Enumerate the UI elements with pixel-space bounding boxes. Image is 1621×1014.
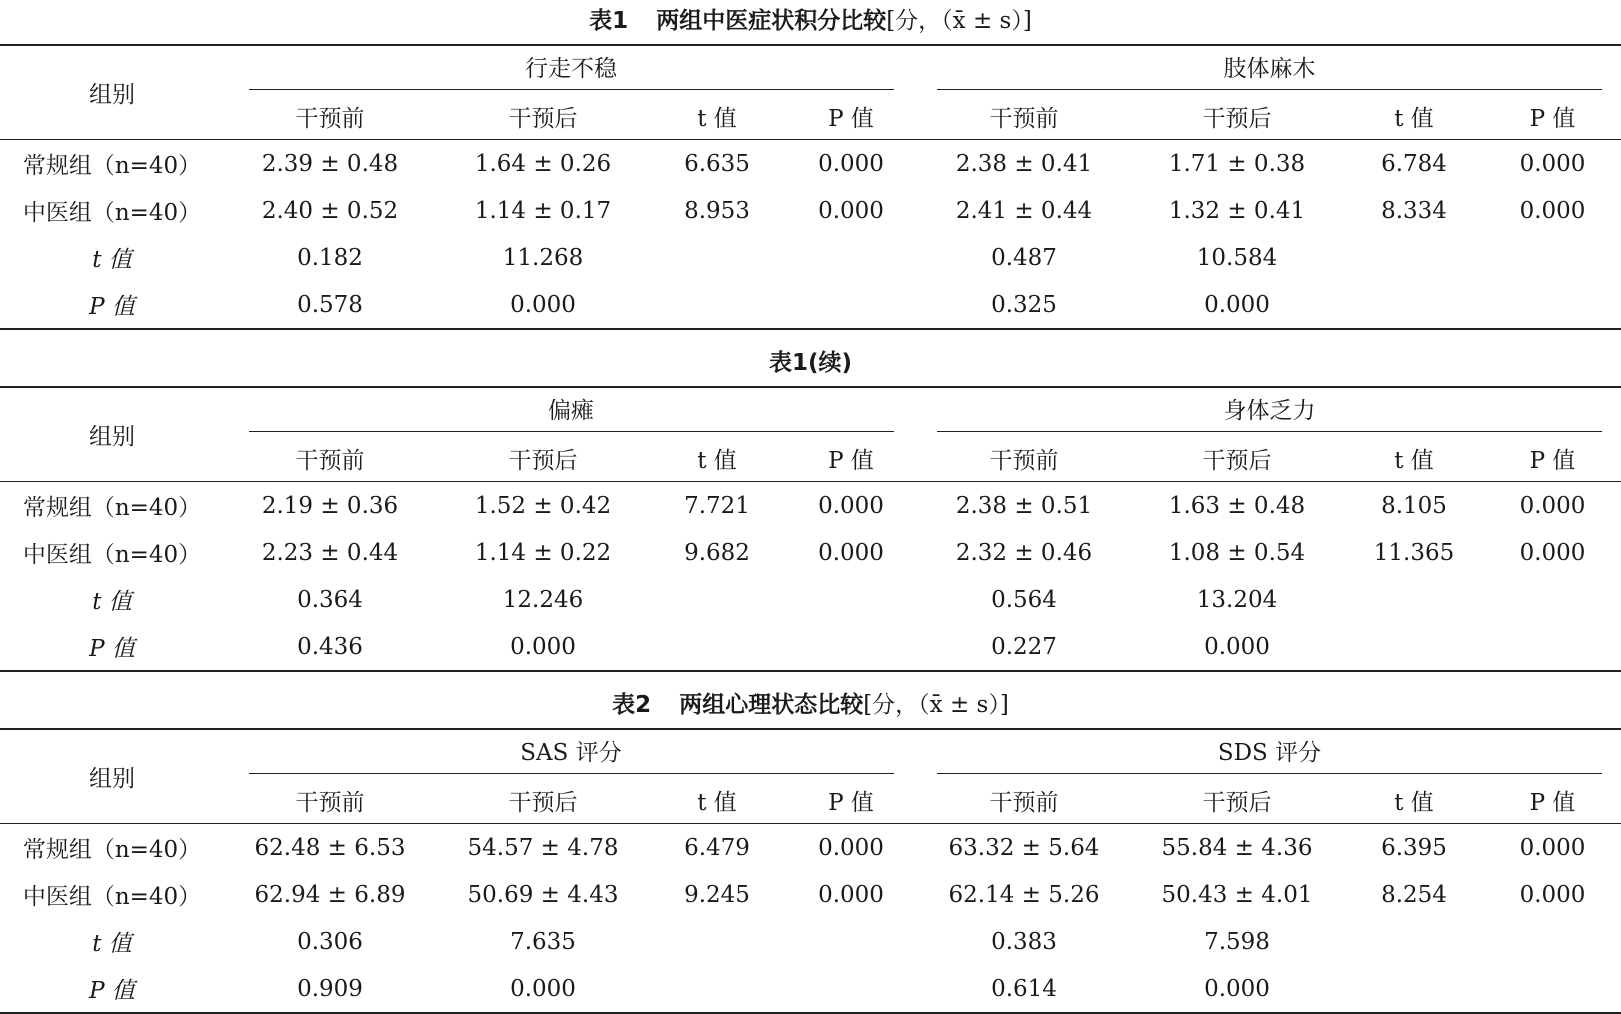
table-cell: 0.000 — [510, 975, 576, 1002]
table-cell: 0.487 — [991, 244, 1057, 271]
col-header: 干预后 — [1130, 778, 1344, 824]
table-cell — [784, 965, 918, 1013]
table-cell: 0.578 — [297, 291, 363, 318]
table-cell: 8.953 — [684, 197, 750, 224]
table-cell — [1344, 234, 1484, 281]
table-row — [0, 140, 1621, 188]
caption-number: 表1 — [768, 350, 808, 376]
group-header: 组别 — [0, 45, 224, 140]
table-row — [0, 576, 1621, 623]
table-cell — [784, 576, 918, 623]
table-cell: 0.000 — [1519, 834, 1586, 861]
table-cell: 8.254 — [1381, 881, 1447, 908]
table-cell: 6.635 — [684, 150, 750, 177]
table-cell — [1344, 281, 1484, 329]
table-cell: 13.204 — [1196, 586, 1278, 613]
table-cell: 1.64 ± 0.26 — [474, 150, 612, 177]
caption-unit: [分，（x̄ ± s）] — [863, 692, 1009, 718]
table-cell: 2.38 ± 0.41 — [955, 150, 1093, 177]
row-label: P 值 — [89, 978, 135, 1004]
group-header: 组别 — [0, 387, 224, 482]
group-header: 组别 — [0, 729, 224, 824]
table-cell: 1.52 ± 0.42 — [474, 492, 612, 519]
table-cell: 11.365 — [1373, 539, 1455, 566]
table-cell: 0.000 — [1519, 150, 1586, 177]
table-cell: 0.000 — [818, 834, 884, 861]
table-cell: 1.14 ± 0.22 — [474, 539, 612, 566]
col-header: t 值 — [650, 436, 784, 482]
table-1-cont-caption — [0, 348, 1621, 378]
table-cell — [1344, 623, 1484, 671]
row-label: 常规组（n=40） — [22, 837, 202, 863]
col-header: 干预后 — [1130, 436, 1344, 482]
section-header: SDS 评分 — [937, 734, 1602, 774]
table-cell: 1.63 ± 0.48 — [1168, 492, 1306, 519]
table-cell: 0.000 — [1204, 633, 1270, 660]
table-row — [0, 529, 1621, 576]
table-row — [0, 918, 1621, 965]
table-row — [0, 482, 1621, 530]
section-header: 肢体麻木 — [937, 50, 1602, 90]
col-header: 干预前 — [918, 778, 1130, 824]
row-label: 常规组（n=40） — [22, 495, 202, 521]
section-header: SAS 评分 — [249, 734, 894, 774]
table-cell: 2.40 ± 0.52 — [261, 197, 399, 224]
table-cell: 0.000 — [818, 492, 884, 519]
col-header: 干预前 — [918, 436, 1130, 482]
section-header: 行走不稳 — [249, 50, 894, 90]
col-header: 干预前 — [224, 436, 436, 482]
col-header: 干预前 — [918, 94, 1130, 140]
table-cell — [1484, 965, 1621, 1013]
table-cell: 6.479 — [684, 834, 750, 861]
table-cell — [650, 234, 784, 281]
row-label: 常规组（n=40） — [22, 153, 202, 179]
table-1-caption — [0, 6, 1621, 36]
row-label: P 值 — [89, 294, 135, 320]
table-row — [0, 281, 1621, 329]
table-cell — [1484, 918, 1621, 965]
table-cell: 0.000 — [818, 539, 884, 566]
col-header: t 值 — [650, 778, 784, 824]
table-cell — [650, 918, 784, 965]
table-cell: 0.000 — [1519, 539, 1586, 566]
table-cell: 0.182 — [297, 244, 363, 271]
table-cell: 0.564 — [991, 586, 1057, 613]
col-header: P 值 — [784, 94, 918, 140]
table-cell: 2.23 ± 0.44 — [261, 539, 399, 566]
col-header: 干预后 — [436, 94, 650, 140]
table-cell: 0.614 — [991, 975, 1057, 1002]
table-cell: 7.598 — [1204, 928, 1270, 955]
table-cell: 0.364 — [297, 586, 363, 613]
caption-unit: (续) — [807, 350, 853, 376]
table-row — [0, 871, 1621, 918]
col-header: t 值 — [650, 94, 784, 140]
table-cell: 11.268 — [502, 244, 584, 271]
col-header: P 值 — [1484, 94, 1621, 140]
table-cell: 0.306 — [297, 928, 363, 955]
col-header: P 值 — [784, 436, 918, 482]
table-cell: 6.784 — [1381, 150, 1447, 177]
table-cell — [784, 234, 918, 281]
table-cell: 0.436 — [297, 633, 363, 660]
table-cell: 2.39 ± 0.48 — [261, 150, 399, 177]
table-cell: 54.57 ± 4.78 — [467, 834, 619, 861]
col-header: 干预前 — [224, 778, 436, 824]
col-header: t 值 — [1344, 778, 1484, 824]
table-cell: 6.395 — [1381, 834, 1447, 861]
table-cell: 9.682 — [684, 539, 750, 566]
table-cell: 0.000 — [510, 633, 576, 660]
table-cell: 7.721 — [684, 492, 750, 519]
table-cell: 0.000 — [1204, 291, 1270, 318]
caption-title: 两组心理状态比较 — [679, 692, 864, 718]
table-cell: 1.14 ± 0.17 — [474, 197, 612, 224]
table-cell — [1484, 576, 1621, 623]
table-cell: 1.08 ± 0.54 — [1168, 539, 1306, 566]
table-row — [0, 824, 1621, 872]
table-cell: 62.14 ± 5.26 — [948, 881, 1100, 908]
table-cell: 0.000 — [1519, 197, 1586, 224]
table-cell — [1344, 965, 1484, 1013]
table-cell: 63.32 ± 5.64 — [948, 834, 1100, 861]
row-label: 中医组（n=40） — [22, 884, 202, 910]
table-cell — [784, 918, 918, 965]
table-cell — [784, 281, 918, 329]
table-cell: 50.69 ± 4.43 — [467, 881, 619, 908]
table-cell — [650, 281, 784, 329]
table-2 — [0, 728, 1621, 1014]
table-cell: 0.000 — [818, 150, 884, 177]
table-cell: 0.000 — [1519, 492, 1586, 519]
col-header: t 值 — [1344, 436, 1484, 482]
caption-number: 表1 — [589, 8, 629, 34]
table-cell: 2.41 ± 0.44 — [955, 197, 1093, 224]
table-cell: 55.84 ± 4.36 — [1161, 834, 1313, 861]
table-cell: 1.71 ± 0.38 — [1168, 150, 1306, 177]
table-cell: 0.000 — [818, 197, 884, 224]
row-label: t 值 — [92, 589, 132, 615]
col-header: 干预后 — [436, 436, 650, 482]
section-header: 偏瘫 — [249, 392, 894, 432]
table-cell: 1.32 ± 0.41 — [1168, 197, 1306, 224]
table-cell — [1484, 234, 1621, 281]
table-cell: 62.94 ± 6.89 — [254, 881, 406, 908]
table-cell: 2.19 ± 0.36 — [261, 492, 399, 519]
table-1 — [0, 44, 1621, 330]
table-cell: 0.000 — [818, 881, 884, 908]
table-1-continued — [0, 386, 1621, 672]
table-cell: 62.48 ± 6.53 — [254, 834, 406, 861]
table-cell: 8.105 — [1381, 492, 1447, 519]
table-cell — [650, 623, 784, 671]
table-cell: 0.383 — [991, 928, 1057, 955]
table-row — [0, 623, 1621, 671]
row-label: 中医组（n=40） — [22, 542, 202, 568]
table-cell: 12.246 — [502, 586, 584, 613]
row-label: 中医组（n=40） — [22, 200, 202, 226]
caption-title: 两组中医症状积分比较 — [656, 8, 887, 34]
table-cell — [650, 965, 784, 1013]
table-cell: 0.909 — [297, 975, 363, 1002]
table-cell: 10.584 — [1196, 244, 1278, 271]
table-cell: 7.635 — [510, 928, 576, 955]
table-cell: 0.325 — [991, 291, 1057, 318]
table-cell: 50.43 ± 4.01 — [1161, 881, 1313, 908]
caption-unit: [分，（x̄ ± s）] — [886, 8, 1032, 34]
row-label: t 值 — [92, 931, 132, 957]
col-header: P 值 — [784, 778, 918, 824]
col-header: t 值 — [1344, 94, 1484, 140]
col-header: 干预前 — [224, 94, 436, 140]
table-cell: 0.000 — [1204, 975, 1270, 1002]
table-row — [0, 965, 1621, 1013]
caption-number: 表2 — [612, 692, 652, 718]
table-cell — [650, 576, 784, 623]
table-cell: 0.227 — [991, 633, 1057, 660]
row-label: t 值 — [92, 247, 132, 273]
table-cell: 2.32 ± 0.46 — [955, 539, 1093, 566]
table-cell — [1344, 576, 1484, 623]
col-header: 干预后 — [1130, 94, 1344, 140]
col-header: 干预后 — [436, 778, 650, 824]
table-cell — [784, 623, 918, 671]
col-header: P 值 — [1484, 436, 1621, 482]
table-cell — [1344, 918, 1484, 965]
table-row — [0, 187, 1621, 234]
row-label: P 值 — [89, 636, 135, 662]
table-cell: 9.245 — [684, 881, 750, 908]
table-cell: 0.000 — [510, 291, 576, 318]
table-row — [0, 234, 1621, 281]
table-cell — [1484, 281, 1621, 329]
section-header: 身体乏力 — [937, 392, 1602, 432]
table-2-caption — [0, 690, 1621, 720]
col-header: P 值 — [1484, 778, 1621, 824]
table-cell: 0.000 — [1519, 881, 1586, 908]
table-cell: 2.38 ± 0.51 — [955, 492, 1093, 519]
table-cell: 8.334 — [1381, 197, 1447, 224]
table-cell — [1484, 623, 1621, 671]
